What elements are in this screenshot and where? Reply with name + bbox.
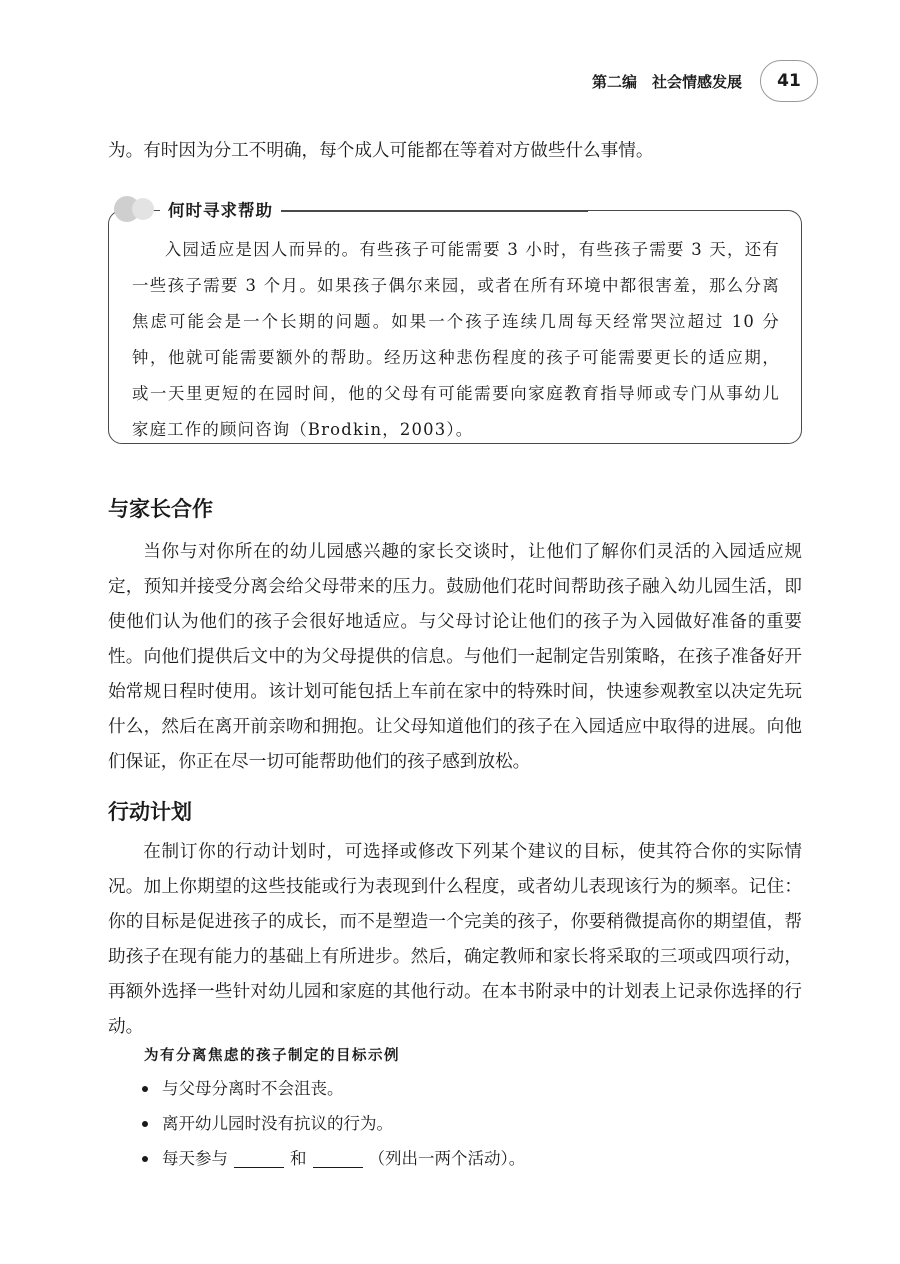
page-number: 41	[760, 60, 818, 102]
goal-text-part: （列出一两个活动）。	[368, 1149, 526, 1168]
goal-text: 与父母分离时不会沮丧。	[162, 1079, 344, 1098]
sidebar-title-rule	[278, 211, 588, 212]
goal-text: 离开幼儿园时没有抗议的行为。	[162, 1114, 393, 1133]
list-item	[120, 1141, 525, 1176]
goals-list	[120, 1071, 525, 1176]
fill-in-blank	[234, 1149, 284, 1168]
goal-text-part: 每天参与	[162, 1149, 228, 1168]
running-header: 第二编 社会情感发展	[591, 72, 742, 91]
section-heading: 行动计划	[108, 800, 192, 824]
section-paragraph: 当你与对你所在的幼儿园感兴趣的家长交谈时，让他们了解你们灵活的入园适应规定，预知并接受分离会给父母带来的压力。鼓励他们花时间帮助孩子融入幼儿园生活，即使他们认为他们的孩子会很好地适应。与父母讨论让他们的孩子为入园做好准备的重要性。向他们提供后文中的为父母提供的信息。与他们一起制定告别策略，在孩子准备好开始常规日程时使用。该计划可能包括上车前在家中的特殊时间，快速参观教室以决定先玩什么，然后在离开前亲吻和拥抱。让父母知道他们的孩子在入园适应中取得的进展。向他们保证，你正在尽一切可能帮助他们的孩子感到放松。	[108, 542, 802, 772]
sidebar-label	[108, 194, 281, 224]
bullet-icon	[142, 1086, 148, 1092]
bullet-icon	[142, 1156, 148, 1162]
intro-line: 为。有时因为分工不明确，每个成人可能都在等着对方做些什么事情。	[108, 141, 654, 161]
list-item	[120, 1106, 525, 1141]
bullet-icon	[142, 1121, 148, 1127]
fill-in-blank	[313, 1149, 363, 1168]
list-item	[120, 1071, 525, 1106]
goals-subheading: 为有分离焦虑的孩子制定的目标示例	[144, 1047, 400, 1064]
page-header	[592, 58, 818, 104]
section-heading: 与家长合作	[108, 497, 213, 521]
section-paragraph: 在制订你的行动计划时，可选择或修改下列某个建议的目标，使其符合你的实际情况。加上你期望的这些技能或行为表现到什么程度，或者幼儿表现该行为的频率。记住：你的目标是促进孩子的成长，而不是塑造一个完美的孩子，你要稍微提高你的期望值，帮助孩子在现有能力的基础上有所进步。然后，确定教师和家长将采取的三项或四项行动，再额外选择一些针对幼儿园和家庭的其他行动。在本书附录中的计划表上记录你选择的行动。	[108, 842, 802, 1037]
sidebar-body: 入园适应是因人而异的。有些孩子可能需要 3 小时，有些孩子需要 3 天，还有一些孩子需要 3 个月。如果孩子偶尔来园，或者在所有环境中都很害羞，那么分离焦虑可能会是一个长期的问题。如果一个孩子连续几周每天经常哭泣超过 10 分钟，他就可能需要额外的帮助。经历这种悲伤程度的孩子可能需要更长的适应期，或一天里更短的在园时间，他的父母有可能需要向家庭教育指导师或专门从事幼儿家庭工作的顾问咨询（Brodkin，2003）。	[132, 240, 780, 439]
sidebar-title: 何时寻求帮助	[160, 197, 281, 221]
circle-decoration-icon	[132, 198, 154, 220]
goal-text-part: 和	[290, 1149, 307, 1168]
